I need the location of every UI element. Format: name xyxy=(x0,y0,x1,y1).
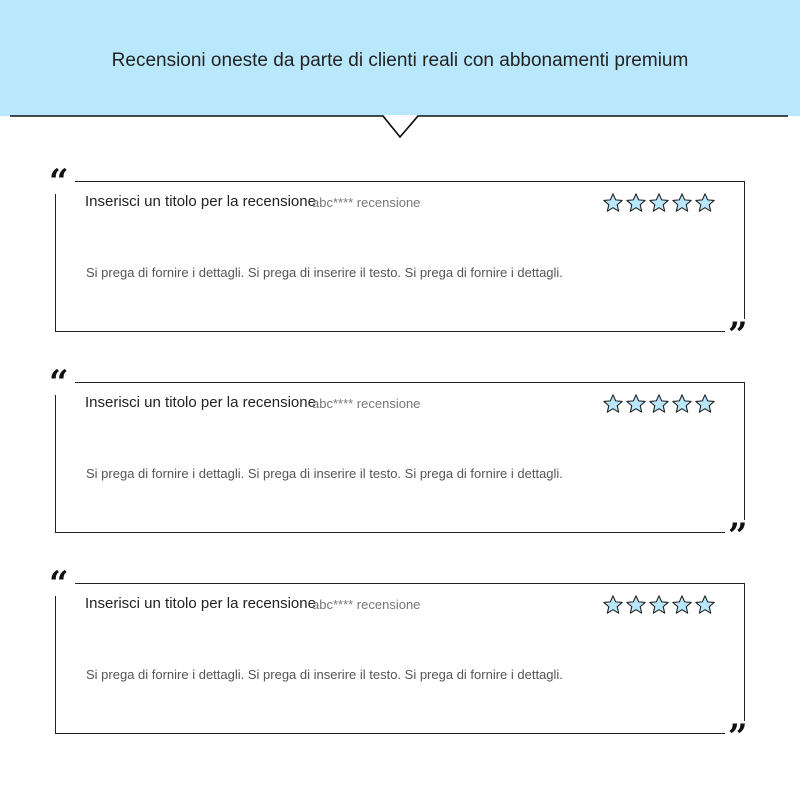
frame-line xyxy=(55,596,56,734)
frame-line xyxy=(55,733,725,734)
frame-line xyxy=(744,583,745,721)
frame-line xyxy=(744,181,745,319)
frame-line xyxy=(55,532,725,533)
review-card xyxy=(49,564,754,757)
review-author: abc**** recensione xyxy=(312,597,421,612)
frame-line xyxy=(744,382,745,520)
review-author: abc**** recensione xyxy=(312,396,421,411)
star-icon xyxy=(694,393,716,420)
review-body: Si prega di fornire i dettagli. Si prega di inserire il testo. Si prega di fornire i dettagli. xyxy=(86,667,563,682)
star-icon xyxy=(671,393,693,420)
review-title: Inserisci un titolo per la recensione xyxy=(85,595,316,612)
frame-line xyxy=(55,331,725,332)
star-icon xyxy=(694,192,716,219)
open-quote-icon: “ xyxy=(49,564,69,604)
header-banner xyxy=(0,0,800,116)
close-quote-icon: ” xyxy=(728,516,748,556)
review-title: Inserisci un titolo per la recensione xyxy=(85,394,316,411)
open-quote-icon: “ xyxy=(49,162,69,202)
star-icon xyxy=(625,594,647,621)
star-rating xyxy=(602,594,716,621)
star-icon xyxy=(671,594,693,621)
frame-line xyxy=(55,395,56,533)
star-icon xyxy=(694,594,716,621)
star-icon xyxy=(602,594,624,621)
star-rating xyxy=(602,192,716,219)
review-card xyxy=(49,363,754,556)
review-body: Si prega di fornire i dettagli. Si prega di inserire il testo. Si prega di fornire i dettagli. xyxy=(86,265,563,280)
review-title: Inserisci un titolo per la recensione xyxy=(85,193,316,210)
star-icon xyxy=(602,393,624,420)
star-icon xyxy=(625,192,647,219)
open-quote-icon: “ xyxy=(49,363,69,403)
review-body: Si prega di fornire i dettagli. Si prega di inserire il testo. Si prega di fornire i dettagli. xyxy=(86,466,563,481)
review-card xyxy=(49,162,754,355)
page-title: Recensioni oneste da parte di clienti reali con abbonamenti premium xyxy=(111,50,689,71)
close-quote-icon: ” xyxy=(728,717,748,757)
star-icon xyxy=(671,192,693,219)
star-icon xyxy=(648,393,670,420)
frame-line xyxy=(55,194,56,332)
frame-line xyxy=(75,382,745,383)
frame-line xyxy=(75,583,745,584)
star-icon xyxy=(625,393,647,420)
review-author: abc**** recensione xyxy=(312,195,421,210)
star-rating xyxy=(602,393,716,420)
frame-line xyxy=(75,181,745,182)
star-icon xyxy=(648,594,670,621)
header-divider xyxy=(0,100,800,140)
star-icon xyxy=(648,192,670,219)
close-quote-icon: ” xyxy=(728,315,748,355)
star-icon xyxy=(602,192,624,219)
